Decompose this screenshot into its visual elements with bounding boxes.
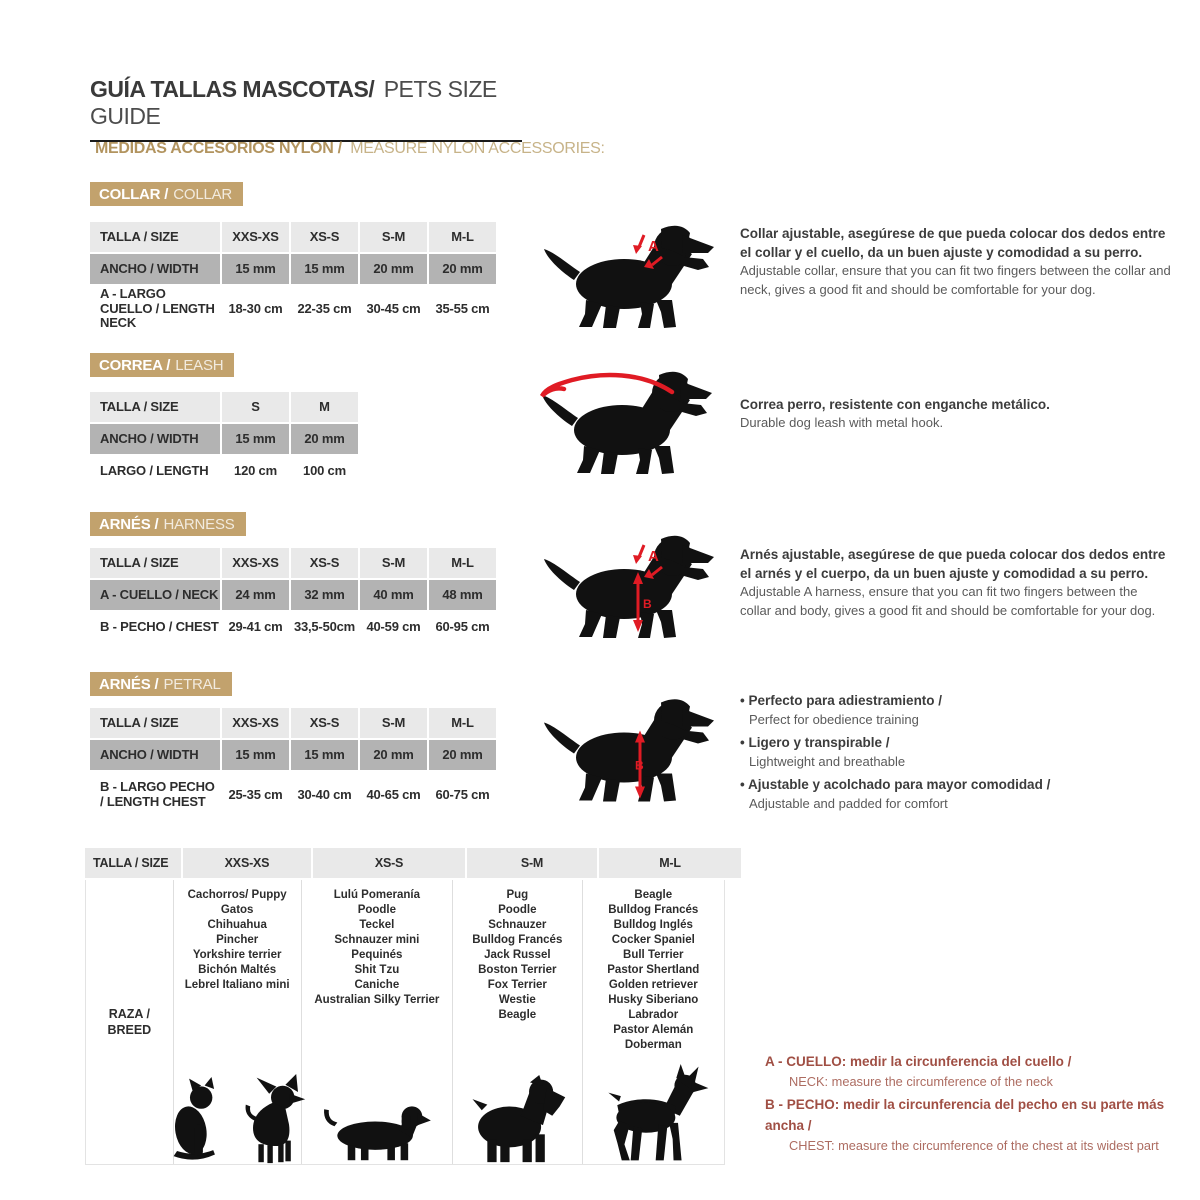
table-row (90, 456, 358, 486)
column-header: TALLA / SIZE (90, 392, 220, 422)
row-label: B - PECHO / CHEST (90, 612, 220, 642)
column-header: S-M (467, 848, 597, 878)
breed-name: Husky Siberiano (608, 994, 699, 1006)
table-cell: 40-65 cm (360, 772, 427, 818)
table-cell: 15 mm (291, 254, 358, 284)
breed-name: Pequinés (351, 949, 403, 961)
leash-table (90, 392, 358, 488)
table-row (90, 548, 496, 578)
breed-name: Pug (506, 889, 529, 901)
table-cell: 35-55 cm (429, 286, 496, 332)
doberman-silhouette (594, 1064, 712, 1164)
petral-badge-es: ARNÉS / (99, 676, 159, 693)
harness-desc-en: Adjustable A harness, ensure that you can fit two fingers between the collar and body, gives a good fit and should be comfortable for your dog. (740, 584, 1156, 619)
table-cell: 20 mm (291, 424, 358, 454)
chihuahua-silhouette (233, 1074, 309, 1164)
petral-badge-en: PETRAL (163, 676, 221, 693)
collar-badge-es: COLLAR / (99, 186, 169, 203)
table-cell: 33,5-50cm (291, 612, 358, 642)
breed-name: Gatos (220, 904, 254, 916)
collar-desc-en: Adjustable collar, ensure that you can fit two fingers between the collar and neck, gives a good fit and should be comfortable for your dog. (740, 263, 1171, 298)
column-header: XXS-XS (222, 222, 289, 252)
collar-badge (90, 182, 243, 206)
column-header: XXS-XS (222, 548, 289, 578)
column-header: XS-S (291, 222, 358, 252)
feature-en: Perfect for obedience training (749, 711, 919, 727)
silhouettes-xs-s (321, 1096, 433, 1164)
breed-table-header (85, 848, 725, 878)
table-cell: 40-59 cm (360, 612, 427, 642)
dog-harness-illustration (540, 530, 720, 645)
dachshund-silhouette (321, 1096, 433, 1164)
silhouettes-xxs-xs (165, 1074, 309, 1164)
breed-name: Beagle (498, 1009, 537, 1021)
leash-description (740, 395, 1172, 433)
table-row (90, 772, 496, 818)
petral-badge (90, 672, 232, 696)
note-chest (765, 1095, 1195, 1155)
breed-name: Schnauzer (488, 919, 547, 931)
breed-name: Caniche (354, 979, 400, 991)
table-row (90, 740, 496, 770)
feature-item (740, 776, 1172, 813)
feature-item (740, 692, 1172, 729)
breed-name: Poodle (498, 904, 537, 916)
leash-desc-es: Correa perro, resistente con enganche metálico. (740, 397, 1050, 412)
column-header: TALLA / SIZE (90, 548, 220, 578)
row-label: A - LARGO CUELLO / LENGTH NECK (90, 286, 220, 332)
table-row (90, 392, 358, 422)
leash-badge-es: CORREA / (99, 357, 171, 374)
breed-name: Bulldog Inglés (613, 919, 693, 931)
table-cell: 20 mm (429, 254, 496, 284)
column-header: XS-S (291, 548, 358, 578)
leash-badge (90, 353, 234, 377)
page-title-es: GUÍA TALLAS MASCOTAS/ (90, 76, 375, 102)
note-neck (765, 1052, 1195, 1091)
table-cell: 20 mm (360, 740, 427, 770)
breed-row-label-cell (86, 880, 174, 1164)
column-header: S (222, 392, 289, 422)
collar-desc-es: Collar ajustable, asegúrese de que pueda colocar dos dedos entre el collar y el cuello, da un buen ajuste y comodidad a su perro. (740, 226, 1166, 261)
harness-neck-letter: A (648, 548, 659, 565)
breed-column-s-m (453, 880, 583, 1164)
measurement-notes (765, 1052, 1195, 1159)
feature-es: • Ajustable y acolchado para mayor comodidad / (740, 776, 1172, 795)
breed-name: Fox Terrier (487, 979, 547, 991)
breed-name: Doberman (624, 1039, 682, 1051)
feature-item (740, 734, 1172, 771)
table-row (90, 254, 496, 284)
breed-name: Jack Russel (484, 949, 551, 961)
breed-name: Bulldog Francés (472, 934, 563, 946)
breed-name: Teckel (359, 919, 395, 931)
breed-name: Schnauzer mini (334, 934, 420, 946)
table-cell: 24 mm (222, 580, 289, 610)
collar-description (740, 224, 1172, 300)
table-cell: 30-45 cm (360, 286, 427, 332)
breed-name: Bull Terrier (623, 949, 684, 961)
table-cell: 22-35 cm (291, 286, 358, 332)
breed-name: Pastor Shertland (607, 964, 700, 976)
column-header: TALLA / SIZE (90, 708, 220, 738)
table-cell: 120 cm (222, 456, 289, 486)
table-row (90, 708, 496, 738)
column-header: XXS-XS (183, 848, 311, 878)
collar-measure-letter: A (648, 238, 659, 255)
table-row (90, 286, 496, 332)
feature-es: • Ligero y transpirable / (740, 734, 1172, 753)
breed-column-xxs-xs (174, 880, 302, 1164)
breed-name: Australian Silky Terrier (314, 994, 440, 1006)
column-header: S-M (360, 548, 427, 578)
harness-badge-en: HARNESS (163, 516, 235, 533)
breed-name: Poodle (357, 904, 397, 916)
column-header: M-L (429, 708, 496, 738)
note-chest-es: B - PECHO: medir la circunferencia del pecho en su parte más ancha / (765, 1097, 1165, 1133)
cat-silhouette (165, 1076, 227, 1164)
breed-column-m-l (583, 880, 724, 1164)
harness-badge (90, 512, 246, 536)
table-cell: 30-40 cm (291, 772, 358, 818)
table-cell: 18-30 cm (222, 286, 289, 332)
column-header: XS-S (291, 708, 358, 738)
dog-collar-illustration (540, 220, 720, 335)
table-cell: 15 mm (222, 254, 289, 284)
page-subtitle-en: MEASURE NYLON ACCESSORIES: (350, 140, 605, 157)
table-cell: 29-41 cm (222, 612, 289, 642)
table-row (90, 580, 496, 610)
table-cell: 60-95 cm (429, 612, 496, 642)
note-neck-en: NECK: measure the circumference of the neck (789, 1074, 1053, 1090)
breed-name: Chihuahua (207, 919, 267, 931)
row-label: A - CUELLO / NECK (90, 580, 220, 610)
leash-badge-en: LEASH (175, 357, 224, 374)
table-cell: 60-75 cm (429, 772, 496, 818)
feature-es: • Perfecto para adiestramiento / (740, 692, 1172, 711)
breed-table-body (85, 880, 725, 1165)
row-label: ANCHO / WIDTH (90, 254, 220, 284)
silhouettes-s-m (465, 1075, 569, 1164)
column-header: TALLA / SIZE (85, 848, 181, 878)
table-cell: 15 mm (291, 740, 358, 770)
row-label: LARGO / LENGTH (90, 456, 220, 486)
column-header: S-M (360, 708, 427, 738)
breed-name: Yorkshire terrier (192, 949, 282, 961)
breed-column-xs-s (302, 880, 453, 1164)
table-cell: 25-35 cm (222, 772, 289, 818)
collar-badge-en: COLLAR (173, 186, 233, 203)
column-header: XXS-XS (222, 708, 289, 738)
breed-name: Pastor Alemán (613, 1024, 694, 1036)
table-cell: 40 mm (360, 580, 427, 610)
petral-chest-letter: B (635, 758, 644, 773)
breed-name: Cachorros/ Puppy (187, 889, 287, 901)
breed-name: Beagle (634, 889, 673, 901)
column-header: M-L (429, 222, 496, 252)
table-row (90, 222, 496, 252)
harness-desc-es: Arnés ajustable, asegúrese de que pueda colocar dos dedos entre el arnés y el cuerpo, da un buen ajuste y comodidad a su perro. (740, 547, 1166, 582)
breed-name: Golden retriever (608, 979, 698, 991)
dog-petral-illustration (540, 692, 720, 810)
breed-name: Shit Tzu (354, 964, 400, 976)
column-header: XS-S (313, 848, 465, 878)
harness-description (740, 545, 1172, 621)
breed-name: Labrador (628, 1009, 679, 1021)
table-cell: 32 mm (291, 580, 358, 610)
breed-name: Bichón Maltés (198, 964, 277, 976)
breed-name: Boston Terrier (478, 964, 557, 976)
dog-leash-illustration (538, 366, 718, 481)
note-neck-es: A - CUELLO: medir la circunferencia del cuello / (765, 1054, 1072, 1069)
column-header: M (291, 392, 358, 422)
row-label: B - LARGO PECHO / LENGTH CHEST (90, 772, 220, 818)
table-row (90, 424, 358, 454)
page-title (90, 76, 522, 142)
table-cell: 100 cm (291, 456, 358, 486)
table-cell: 15 mm (222, 740, 289, 770)
row-label: ANCHO / WIDTH (90, 740, 220, 770)
collar-table (90, 222, 496, 334)
harness-chest-letter: B (643, 597, 652, 611)
page-subtitle-es: MEDIDAS ACCESORIOS NYLON / (95, 140, 342, 157)
page-title-en: PETS SIZE GUIDE (90, 76, 497, 129)
breed-name: Lulú Pomeranía (333, 889, 420, 901)
schnauzer-silhouette (465, 1075, 569, 1164)
column-header: M-L (429, 548, 496, 578)
harness-badge-es: ARNÉS / (99, 516, 159, 533)
silhouettes-m-l (594, 1064, 712, 1164)
breed-name: Cocker Spaniel (611, 934, 695, 946)
breed-row-label: RAZA / BREED (107, 1006, 152, 1037)
breed-name: Pincher (216, 934, 259, 946)
row-label: ANCHO / WIDTH (90, 424, 220, 454)
table-row (90, 612, 496, 642)
column-header: S-M (360, 222, 427, 252)
column-header: TALLA / SIZE (90, 222, 220, 252)
table-cell: 48 mm (429, 580, 496, 610)
petral-features (740, 692, 1172, 818)
column-header: M-L (599, 848, 741, 878)
table-cell: 20 mm (360, 254, 427, 284)
breed-name: Lebrel Italiano mini (184, 979, 290, 991)
page-subtitle (95, 140, 605, 158)
breed-name: Westie (498, 994, 536, 1006)
feature-en: Lightweight and breathable (749, 753, 906, 769)
feature-en: Adjustable and padded for comfort (749, 796, 948, 812)
breed-name: Bulldog Francés (608, 904, 699, 916)
leash-desc-en: Durable dog leash with metal hook. (740, 415, 944, 431)
table-cell: 20 mm (429, 740, 496, 770)
harness-table (90, 548, 496, 644)
petral-table (90, 708, 496, 820)
table-cell: 15 mm (222, 424, 289, 454)
note-chest-en: CHEST: measure the circumference of the chest at its widest part (789, 1137, 1159, 1153)
